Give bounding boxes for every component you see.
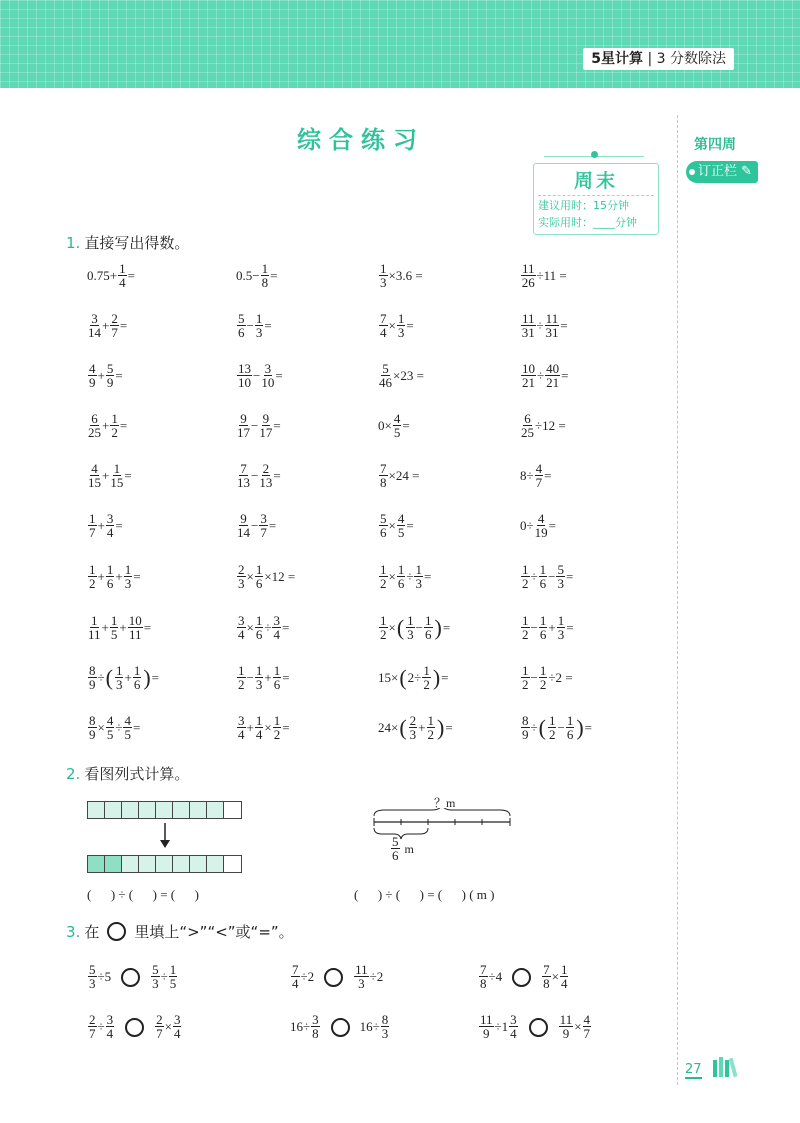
answer-circle[interactable] [512,968,531,987]
calc-item: 15× ( 2÷ 1 2 ) = [378,663,449,692]
calc-item: 3 4 + 1 4 × 1 2 = [238,713,290,742]
header-band [0,0,800,88]
calc-item: 13 10 − 3 10 = [238,361,283,390]
suggested-time: 建议用时：15分钟 [538,199,629,212]
calc-item: 0÷ 4 19 = [520,511,556,540]
question-2-heading [66,763,189,784]
calc-item: 8 9 × 4 5 ÷ 4 5 = [89,713,141,742]
pin-icon [591,151,598,158]
calc-item: 8 9 ÷ ( 1 3 + 1 6 ) = [89,663,159,692]
timer-day: 周末 [573,170,618,192]
calc-item: 1 7 + 3 4 = [89,511,123,540]
question-1-heading [66,232,189,253]
calc-item: 1 2 ÷ 1 6 − 5 3 = [522,562,574,591]
calc-item: 5 46 ×23 = [379,361,424,390]
question-text: 直接写出得数。 [84,234,190,252]
calc-item: 1 3 ×3.6 = [380,261,423,290]
question-text: 看图列式计算。 [84,765,190,783]
page-title: 综合练习 [297,126,425,154]
calc-item: 8 9 ÷ ( 1 2 − 1 6 ) = [522,713,592,742]
compare-item: 11 9 ÷1 3 4 11 9 × 4 7 [480,1012,591,1041]
calc-item: 0× 4 5 = [378,411,410,440]
compare-item: 5 3 ÷5 5 3 ÷ 1 5 [89,962,177,991]
question-3-heading [66,921,294,942]
calc-item: 3 4 × 1 6 ÷ 3 4 = [238,613,290,642]
calc-item: 9 17 − 9 17 = [237,411,281,440]
compare-item: 7 4 ÷2 11 3 ÷2 [292,962,384,991]
question-number: 2. [66,765,81,783]
header-tag [583,48,734,70]
dot-icon [689,169,695,175]
calc-item: 10 21 ÷ 40 21 = [522,361,569,390]
calc-item: 7 13 − 2 13 = [237,461,281,490]
answer-circle[interactable] [125,1018,144,1037]
compare-item: 2 7 ÷ 3 4 2 7 × 3 4 [89,1012,181,1041]
calc-item: 1 2 − 1 3 + 1 6 = [238,663,290,692]
series-label: 5星计算 [591,51,644,67]
answer-expression-right: ( ) ÷ ( ) = ( ) ( m ) [354,887,495,902]
calc-item: 11 26 ÷11 = [521,261,567,290]
calc-item: 6 25 + 1 2 = [88,411,128,440]
timer-divider [538,195,654,196]
question-text: 里填上“>”“<”或“=”。 [134,923,294,941]
page-number: 27 [685,1062,702,1077]
question-text: 在 [84,923,100,941]
answer-circle[interactable] [121,968,140,987]
correction-column-label [686,161,758,183]
diagram-strip-top [87,801,242,819]
answer-circle[interactable] [324,968,343,987]
margin-divider [677,115,678,1085]
actual-time: 实际用时：____分钟 [538,216,637,229]
answer-circle[interactable] [529,1018,548,1037]
correction-text: 订正栏 [698,164,738,179]
calc-item: 4 9 + 5 9 = [89,361,123,390]
week-label: 第四周 [694,137,736,153]
calc-item: 1 2 × ( 1 3 − 1 6 ) = [380,613,451,642]
calc-item: 5 6 × 4 5 = [380,511,414,540]
calc-item: 8÷ 4 7 = [520,461,552,490]
calc-item: 11 31 ÷ 11 31 = [521,311,568,340]
diagram-top-label: ？m [434,796,456,810]
circle-icon [107,922,126,941]
calc-item: 7 8 ×24 = [380,461,420,490]
diagram-strip-bottom [87,855,242,873]
arrow-down-icon [159,823,171,849]
diagram-bottom-label: 5 6 m [392,834,414,863]
calc-item: 4 15 + 1 15 = [88,461,132,490]
compare-item: 7 8 ÷4 7 8 × 1 4 [480,962,568,991]
books-icon [712,1056,738,1078]
calc-item: 1 2 + 1 6 + 1 3 = [89,562,141,591]
calc-item: 9 14 − 3 7 = [237,511,277,540]
header-separator: | [647,51,653,67]
calc-item: 6 25 ÷12 = [521,411,566,440]
unit-label: 3 分数除法 [656,51,726,67]
question-number: 3. [66,922,81,941]
calc-item: 5 6 − 1 3 = [238,311,272,340]
calc-item: 1 2 − 1 6 + 1 3 = [522,613,574,642]
question-number: 1. [66,234,81,252]
calc-item: 7 4 × 1 3 = [380,311,414,340]
calc-item: 1 11 + 1 5 + 10 11 = [88,613,152,642]
answer-circle[interactable] [331,1018,350,1037]
pencil-icon: ✎ [741,164,753,179]
timer-card [533,163,659,235]
calc-item: 1 2 × 1 6 ÷ 1 3 = [380,562,432,591]
calc-item: 2 3 × 1 6 ×12 = [238,562,296,591]
calc-item: 24× ( 2 3 + 1 2 ) = [378,713,453,742]
calc-item: 1 2 − 1 2 ÷2 = [522,663,573,692]
calc-item: 0.5− 1 8 = [236,261,278,290]
calc-item: 3 14 + 2 7 = [88,311,128,340]
answer-expression-left: ( ) ÷ ( ) = ( ) [87,887,199,902]
compare-item: 16÷ 3 8 16÷ 8 3 [290,1012,389,1041]
calc-item: 0.75+ 1 4 = [87,261,135,290]
